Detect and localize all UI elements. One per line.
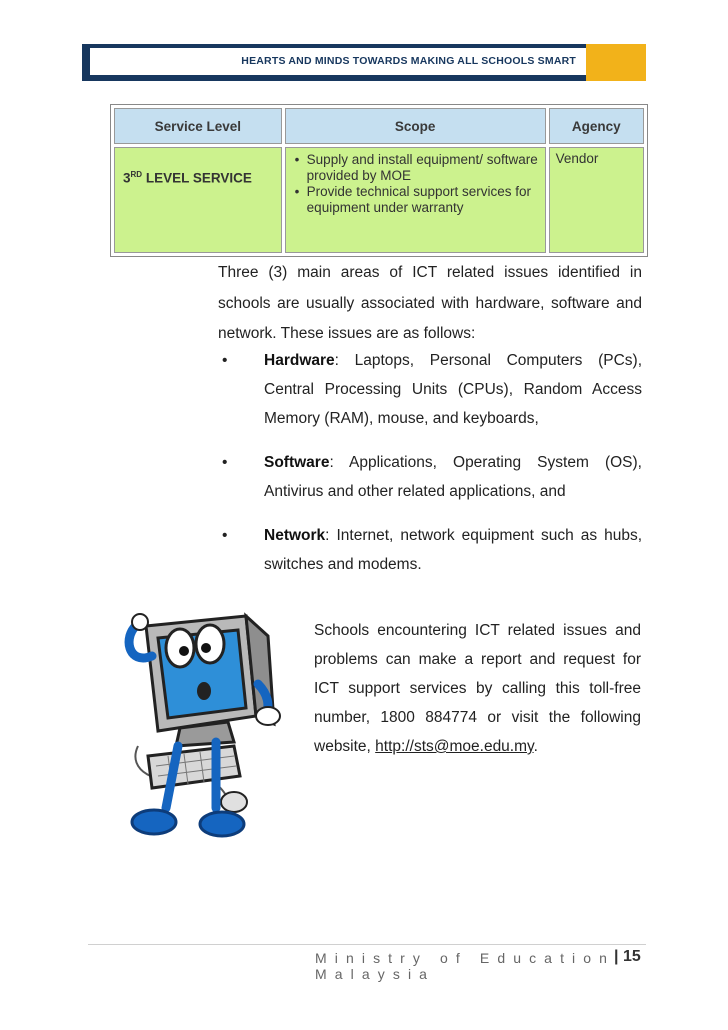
bullet-term: Network	[264, 527, 326, 544]
header-title: HEARTS AND MINDS TOWARDS MAKING ALL SCHOOLS SMART	[90, 48, 586, 75]
scope-cell	[285, 147, 546, 253]
header-bar	[82, 44, 646, 81]
list-item	[218, 346, 642, 433]
level-ordinal: RD	[130, 170, 143, 179]
level-number: 3	[123, 170, 131, 186]
page-separator: |	[614, 948, 619, 965]
bullet-text: : Internet, network equipment such as hubs, switches and modems.	[264, 527, 642, 573]
report-text: Schools encountering ICT related issues and problems can make a report and request for ICT support services by calling this toll-free number, 1800 884774 or visit the following website,	[314, 622, 641, 755]
level-label: LEVEL SERVICE	[142, 170, 252, 186]
list-item	[218, 448, 642, 506]
computer-mascot-illustration	[118, 596, 288, 841]
table-row	[114, 147, 644, 253]
table-header-row	[114, 108, 644, 144]
scope-item: • Provide technical support services for equipment under warranty	[307, 184, 540, 216]
header-service-level: Service Level	[114, 108, 282, 144]
bullet-text: : Applications, Operating System (OS), Antivirus and other related applications, and	[264, 454, 642, 500]
intro-paragraph: Three (3) main areas of ICT related issues identified in schools are usually associated with hardware, software and network. These issues are as follows:	[218, 264, 642, 342]
footer-ministry: Ministry of Education Malaysia	[315, 950, 616, 982]
footer-divider	[88, 944, 646, 945]
page-number-value: 15	[622, 948, 641, 965]
issue-list	[218, 346, 642, 594]
bullet-term: Software	[264, 454, 330, 471]
service-level-table	[110, 104, 648, 257]
report-end: .	[533, 738, 538, 755]
bullet-icon: •	[222, 527, 228, 544]
header-agency: Agency	[549, 108, 644, 144]
scope-list	[287, 152, 544, 216]
agency-cell: Vendor	[549, 147, 644, 253]
list-item	[218, 521, 642, 579]
bullet-text: : Laptops, Personal Computers (PCs), Central Processing Units (CPUs), Random Access Memory (RAM), mouse, and keyboards,	[264, 352, 642, 427]
page-number	[614, 948, 641, 966]
header-accent	[586, 44, 646, 81]
report-paragraph	[314, 616, 641, 761]
bullet-icon: •	[222, 352, 228, 369]
bullet-icon: •	[222, 454, 228, 471]
header-scope: Scope	[285, 108, 546, 144]
scope-item: • Supply and install equipment/ software provided by MOE	[307, 152, 540, 184]
bullet-term: Hardware	[264, 352, 335, 369]
service-level-cell	[114, 147, 282, 253]
website-link[interactable]: http://sts@moe.edu.my	[375, 738, 534, 755]
